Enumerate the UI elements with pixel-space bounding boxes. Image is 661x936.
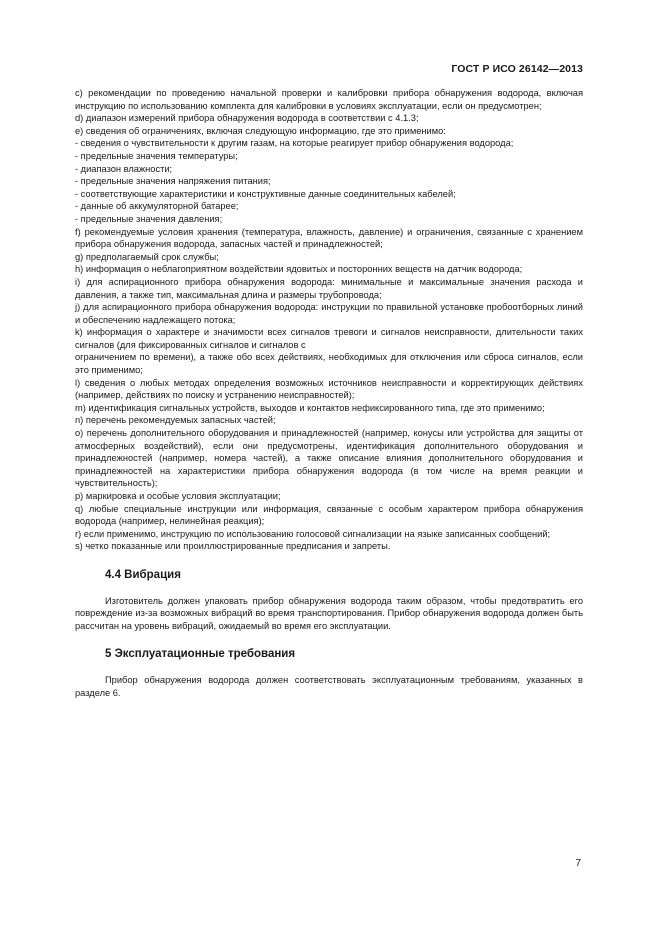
list-item: - данные об аккумуляторной батарее; (75, 201, 239, 212)
section-5-text: Прибор обнаружения водорода должен соответствовать эксплуатационным требованиям, указанных в разделе 6. (75, 674, 583, 698)
list-item: - предельные значения напряжения питания; (75, 176, 271, 187)
list-item: h) информация о неблагоприятном воздействии ядовитых и посторонних веществ на датчик водорода; (75, 264, 523, 275)
list-item: s) четко показанные или проиллюстрированные предписания и запреты. (75, 541, 391, 552)
list-item: p) маркировка и особые условия эксплуатации; (75, 491, 281, 501)
list-item: l) сведения о любых методах определения возможных источников неисправности и корректирующих действиях (например, действиях по поиску и устранению неисправностей); (75, 377, 583, 401)
section-5-title: 5 Эксплуатационные требования (105, 648, 296, 661)
list-item: - диапазон влажности; (75, 163, 173, 174)
list-item: f) рекомендуемые условия хранения (температура, влажность, давление) и ограничения, связанные с хранением прибора обнаружения водорода, запасных частей и принадлежностей; (75, 226, 583, 250)
list-item: i) для аспирационного прибора обнаружения водорода: минимальные и максимальные значения расхода и давления, а также тип, максимальная длина и размеры трубопровода; (75, 276, 583, 300)
list-item: k) информация о характере и значимости всех сигналов тревоги и сигналов неисправности, длительности таких сигналов (для фиксированных сигналов и сигналов с (75, 327, 583, 350)
section-4-4-title: 4.4 Вибрация (105, 568, 181, 581)
document-body (75, 87, 583, 699)
list-item: q) любые специальные инструкции или информация, связанные с особым характером прибора обнаружения водорода (например, нелинейная реакция); (75, 503, 583, 527)
list-item: g) предполагаемый срок службы; (75, 251, 219, 262)
list-item: n) перечень рекомендуемых запасных частей; (75, 415, 276, 426)
page-number: 7 (575, 858, 581, 869)
list-item: ограничением по времени), а также обо всех действиях, необходимых для отключения или сброса сигналов, если это применимо; (75, 352, 583, 376)
section-4-4-text: Изготовитель должен упаковать прибор обнаружения водорода таким образом, чтобы предотвратить его повреждение из-за возможных вибраций во время транспортирования. Прибор обнаружения водорода должен быть рассчитан на уровень вибраций, ожидаемый во время его эксплуатации. (75, 595, 583, 631)
list-item: m) идентификация сигнальных устройств, выходов и контактов нефиксированного типа, где это применимо; (75, 402, 545, 413)
list-item: j) для аспирационного прибора обнаружения водорода: инструкции по правильной установке пробоотборных линий и обеспечению надлежащего потока; (75, 302, 583, 325)
list-item: - предельные значения давления; (75, 213, 223, 224)
list-item: - сведения о чувствительности к другим газам, на которые реагирует прибор обнаружения водорода; (75, 138, 514, 149)
list-item: c) рекомендации по проведению начальной проверки и калибровки прибора обнаружения водорода, включая инструкцию по использованию комплекта для калибровки в условиях эксплуатации, если он предусмотрен; (75, 88, 583, 111)
standard-header: ГОСТ Р ИСО 26142—2013 (451, 63, 583, 75)
list-item: r) если применимо, инструкцию по использованию голосовой сигнализации на языке записанных сообщений; (75, 528, 551, 539)
list-item: - соответствующие характеристики и конструктивные данные соединительных кабелей; (75, 188, 456, 199)
list-item: e) сведения об ограничениях, включая следующую информацию, где это применимо: (75, 125, 446, 136)
requirements-list (75, 87, 583, 553)
list-item: - предельные значения температуры; (75, 150, 238, 161)
list-item: d) диапазон измерений прибора обнаружения водорода в соответствии с 4.1.3; (75, 113, 419, 124)
list-item: o) перечень дополнительного оборудования и принадлежностей (например, конусы или устройства для защиты от атмосферных воздействий), если они предусмотрены, идентификация дополнительного оборудования и принадлежностей (например, номера частей), а также описание влияния дополнительного оборудования и принадлежностей на характеристики прибора обнаружения водорода (в том числе на время реакции и чувствительность); (75, 428, 583, 489)
